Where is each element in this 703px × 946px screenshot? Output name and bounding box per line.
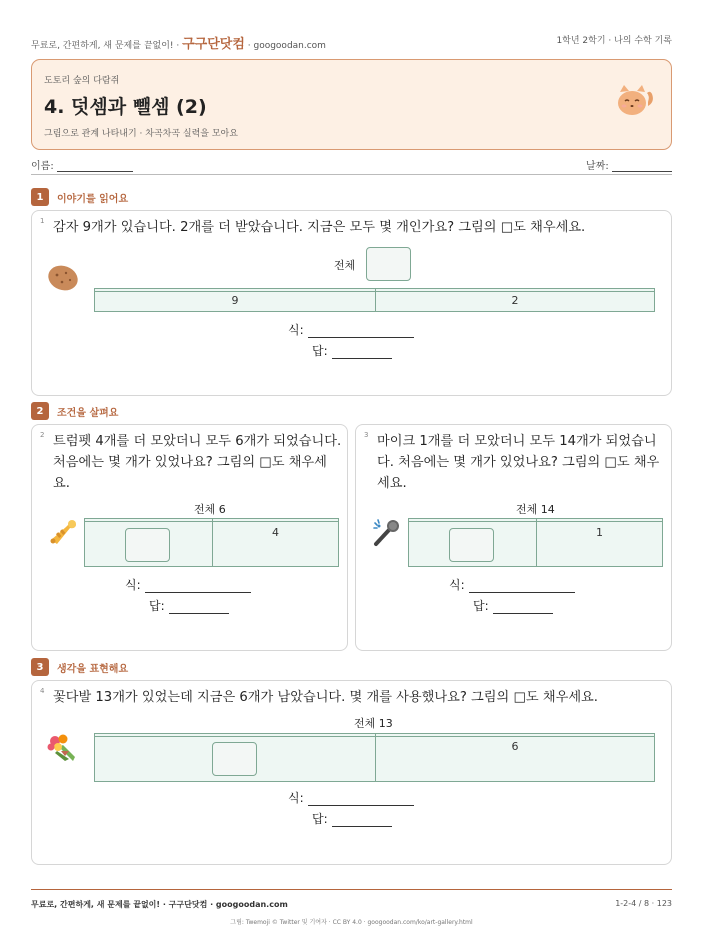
- brand-name: 구구단닷컴: [182, 37, 245, 52]
- microphone-icon: [372, 517, 402, 547]
- grade-info: 1학년 2학기 · 나의 수학 기록: [556, 36, 672, 46]
- page-number: 1-2-4 / 8 · 123: [615, 899, 672, 908]
- bar-model: [84, 518, 339, 567]
- problem-card-2: [31, 424, 348, 651]
- part-blank-box[interactable]: [212, 742, 257, 776]
- part-blank-box[interactable]: [449, 528, 494, 562]
- bar-model: [94, 288, 655, 312]
- bar-segment: 9: [231, 294, 239, 307]
- name-field[interactable]: 이름:: [31, 157, 133, 172]
- footer-tagline: 무료로, 간편하게, 새 문제를 끝없이! · 구구단닷컴 · googoodan.com: [31, 900, 288, 909]
- title-description: 그림으로 관계 나타내기 · 차곡차곡 실력을 모아요: [44, 129, 238, 139]
- site-tagline: 무료로, 간편하게, 새 문제를 끝없이! · 구구단닷컴 · googoodan.com: [31, 37, 326, 52]
- bar-segment: [85, 519, 212, 566]
- cat-icon: [615, 84, 655, 118]
- equation-field[interactable]: 식:: [288, 321, 414, 338]
- section-2-heading: 2 조건을 살펴요: [31, 402, 118, 420]
- bar-segment: [95, 734, 375, 781]
- part-blank-box[interactable]: [125, 528, 170, 562]
- potato-icon: [46, 263, 80, 293]
- title-box: [31, 59, 672, 150]
- problem-text: 감자 9개가 있습니다. 2개를 더 받았습니다. 지금은 모두 몇 개인가요? 그림의 □도 채우세요.: [53, 220, 586, 235]
- trumpet-icon: [48, 517, 78, 547]
- bar-model: [94, 733, 655, 782]
- problem-text: 꽃다발 13개가 있었는데 지금은 6개가 남았습니다. 몇 개를 사용했나요? 그림의 □도 채우세요.: [53, 690, 598, 705]
- site-url: · googoodan.com: [247, 41, 326, 51]
- problem-number: 2: [40, 431, 45, 439]
- problem-number: 1: [40, 217, 45, 225]
- problem-number: 3: [364, 431, 369, 439]
- divider: [31, 174, 672, 175]
- footer-divider: [31, 889, 672, 890]
- bouquet-icon: [47, 733, 79, 763]
- total-label: 전체: [334, 259, 356, 272]
- total-label: 전체 13: [354, 717, 393, 730]
- section-3-heading: 3 생각을 표현해요: [31, 658, 128, 676]
- title-subtitle: 도토리 숲의 다람쥐: [44, 76, 120, 86]
- image-credit: 그림: Twemoji © Twitter 및 기여자 · CC BY 4.0 · googoodan.com/ko/art-gallery.html: [230, 919, 473, 926]
- section-1-heading: 1 이야기를 읽어요: [31, 188, 128, 206]
- total-label: 전체 14: [516, 503, 555, 516]
- problem-number: 4: [40, 687, 45, 695]
- bar-segment: 2: [375, 289, 654, 311]
- problem-text: 트럼펫 4개를 더 모았더니 모두 6개가 되었습니다. 처음에는 몇 개가 있었나요? 그림의 □도 채우세요.: [53, 434, 342, 491]
- problem-text: 마이크 1개를 더 모았더니 모두 14개가 되었습니다. 처음에는 몇 개가 있었나요? 그림의 □도 채우세요.: [377, 434, 660, 491]
- page-title: 4. 덧셈과 뺄셈 (2): [44, 96, 207, 118]
- bar-model: [408, 518, 663, 567]
- bar-segment: 6: [375, 734, 654, 781]
- equation-field[interactable]: 식:: [125, 576, 251, 593]
- total-label: 전체 6: [194, 503, 226, 516]
- answer-field[interactable]: 답:: [312, 342, 392, 359]
- problem-card-4: [31, 680, 672, 865]
- bar-segment: 1: [536, 519, 662, 566]
- equation-field[interactable]: 식:: [288, 789, 414, 806]
- answer-field[interactable]: 답:: [473, 597, 553, 614]
- answer-field[interactable]: 답:: [312, 810, 392, 827]
- problem-card-3: [355, 424, 672, 651]
- bar-segment: 4: [212, 519, 338, 566]
- answer-field[interactable]: 답:: [149, 597, 229, 614]
- problem-card-1: [31, 210, 672, 396]
- date-field[interactable]: 날짜:: [586, 157, 672, 172]
- bar-segment: [409, 519, 536, 566]
- total-blank-box[interactable]: [366, 247, 411, 281]
- equation-field[interactable]: 식:: [449, 576, 575, 593]
